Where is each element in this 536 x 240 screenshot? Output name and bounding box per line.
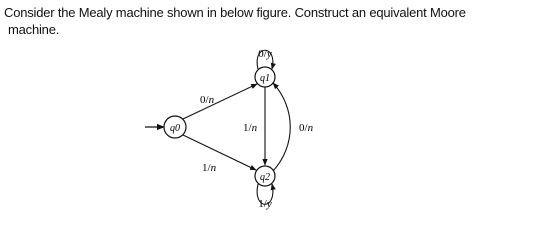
state-q2-label: q2 (260, 172, 270, 183)
question-line-1: Consider the Mealy machine shown in below figure. Construct an equivalent Moore (4, 5, 466, 20)
self-loop-q2 (257, 184, 273, 210)
state-q1-label: q1 (260, 73, 270, 84)
edge-q2-q1 (273, 83, 290, 171)
label-q2-self: 1/y (258, 198, 272, 210)
label-q1-q2: 1/n (243, 122, 258, 134)
question-line-2: machine. (8, 22, 60, 37)
self-loop-q1 (257, 48, 273, 69)
edge-q0-q2 (183, 135, 256, 170)
label-q0-q1: 0/n (200, 94, 215, 106)
state-q2 (255, 166, 275, 186)
state-q0 (164, 116, 186, 138)
label-q0-q2: 1/n (202, 162, 217, 174)
edge-q0-q1 (183, 84, 257, 119)
state-q0-label: q0 (170, 123, 180, 134)
label-q1-self: 0/y (258, 48, 272, 60)
label-q2-q1: 0/n (299, 122, 314, 134)
state-q1 (255, 67, 275, 87)
